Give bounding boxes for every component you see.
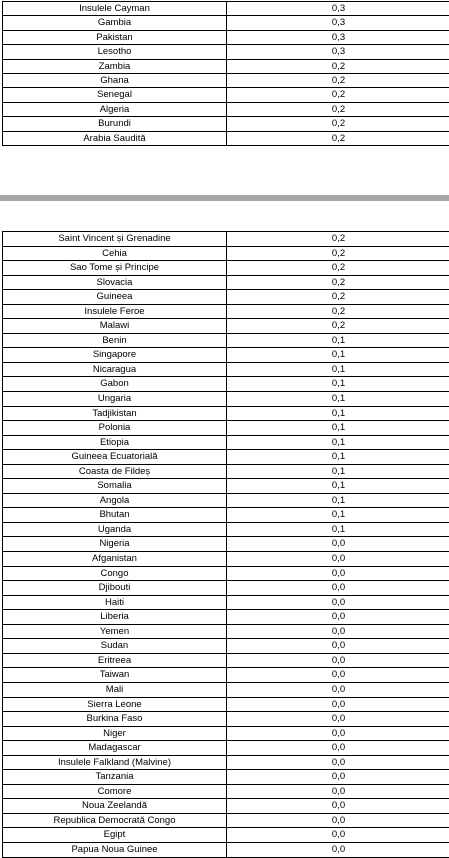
value-cell: 0,0 [227, 755, 449, 770]
country-cell: Singapore [3, 348, 227, 363]
value-cell: 0,1 [227, 406, 449, 421]
table-row [3, 770, 449, 785]
value-cell: 0,0 [227, 712, 449, 727]
value-cell: 0,3 [227, 45, 449, 59]
table-row [3, 421, 449, 436]
value-cell: 0,2 [227, 88, 449, 102]
table-row [3, 726, 449, 741]
table-row [3, 755, 449, 770]
table-row [3, 741, 449, 756]
table-row [3, 246, 449, 261]
value-cell: 0,0 [227, 799, 449, 814]
country-cell: Tadjikistan [3, 406, 227, 421]
country-cell: Senegal [3, 88, 227, 102]
top-table-body [3, 2, 449, 146]
table-row [3, 435, 449, 450]
country-cell: Gabon [3, 377, 227, 392]
table-row [3, 522, 449, 537]
value-cell: 0,0 [227, 537, 449, 552]
value-cell: 0,1 [227, 522, 449, 537]
table-row [3, 377, 449, 392]
bottom-table-body [3, 232, 449, 858]
table-row [3, 88, 449, 102]
country-cell: Ghana [3, 74, 227, 88]
value-cell: 0,2 [227, 246, 449, 261]
value-cell: 0,3 [227, 2, 449, 16]
country-cell: Benin [3, 333, 227, 348]
table-row [3, 102, 449, 116]
country-cell: Ungaria [3, 392, 227, 407]
table-row [3, 464, 449, 479]
country-cell: Malawi [3, 319, 227, 334]
table-row [3, 813, 449, 828]
country-cell: Gambia [3, 16, 227, 30]
country-cell: Angola [3, 493, 227, 508]
table-row [3, 304, 449, 319]
table-row [3, 595, 449, 610]
country-cell: Taiwan [3, 668, 227, 683]
value-cell: 0,0 [227, 697, 449, 712]
value-cell: 0,0 [227, 770, 449, 785]
country-cell: Guineea [3, 290, 227, 305]
value-cell: 0,2 [227, 304, 449, 319]
value-cell: 0,1 [227, 435, 449, 450]
country-cell: Republica Democrată Congo [3, 813, 227, 828]
country-cell: Liberia [3, 610, 227, 625]
country-cell: Comore [3, 784, 227, 799]
country-cell: Lesotho [3, 45, 227, 59]
country-cell: Sierra Leone [3, 697, 227, 712]
country-cell: Egipt [3, 828, 227, 843]
country-cell: Cehia [3, 246, 227, 261]
country-cell: Yemen [3, 624, 227, 639]
value-cell: 0,0 [227, 639, 449, 654]
table-row [3, 131, 449, 145]
value-cell: 0,1 [227, 377, 449, 392]
table-row [3, 392, 449, 407]
value-cell: 0,2 [227, 74, 449, 88]
table-row [3, 653, 449, 668]
country-cell: Burundi [3, 117, 227, 131]
table-row [3, 799, 449, 814]
country-cell: Slovacia [3, 275, 227, 290]
value-cell: 0,1 [227, 392, 449, 407]
value-cell: 0,2 [227, 117, 449, 131]
value-cell: 0,2 [227, 290, 449, 305]
country-cell: Burkina Faso [3, 712, 227, 727]
value-cell: 0,2 [227, 319, 449, 334]
section-divider [0, 195, 449, 201]
country-cell: Madagascar [3, 741, 227, 756]
country-cell: Insulele Feroe [3, 304, 227, 319]
value-cell: 0,0 [227, 741, 449, 756]
value-cell: 0,0 [227, 581, 449, 596]
value-cell: 0,2 [227, 275, 449, 290]
country-cell: Insulele Falkland (Malvine) [3, 755, 227, 770]
table-row [3, 712, 449, 727]
value-cell: 0,0 [227, 668, 449, 683]
value-cell: 0,0 [227, 552, 449, 567]
country-cell: Polonia [3, 421, 227, 436]
table-row [3, 406, 449, 421]
table-row [3, 828, 449, 843]
country-cell: Nigeria [3, 537, 227, 552]
country-cell: Mali [3, 682, 227, 697]
country-cell: Zambia [3, 59, 227, 73]
table-row [3, 290, 449, 305]
country-cell: Uganda [3, 522, 227, 537]
table-row [3, 450, 449, 465]
country-cell: Eritreea [3, 653, 227, 668]
table-row [3, 479, 449, 494]
value-cell: 0,1 [227, 362, 449, 377]
country-cell: Somalia [3, 479, 227, 494]
table-row [3, 2, 449, 16]
country-cell: Pakistan [3, 30, 227, 44]
country-cell: Bhutan [3, 508, 227, 523]
table-row [3, 668, 449, 683]
country-cell: Afganistan [3, 552, 227, 567]
table-row [3, 639, 449, 654]
table-row [3, 319, 449, 334]
table-row [3, 552, 449, 567]
value-cell: 0,2 [227, 102, 449, 116]
table-row [3, 566, 449, 581]
value-cell: 0,0 [227, 784, 449, 799]
table-row [3, 232, 449, 247]
value-cell: 0,1 [227, 479, 449, 494]
value-cell: 0,0 [227, 828, 449, 843]
table-row [3, 261, 449, 276]
country-cell: Arabia Saudită [3, 131, 227, 145]
value-cell: 0,2 [227, 131, 449, 145]
table-row [3, 117, 449, 131]
table-row [3, 362, 449, 377]
value-cell: 0,0 [227, 653, 449, 668]
country-cell: Sao Tome și Principe [3, 261, 227, 276]
value-cell: 0,1 [227, 421, 449, 436]
value-cell: 0,1 [227, 464, 449, 479]
table-row [3, 784, 449, 799]
table-row [3, 275, 449, 290]
value-cell: 0,0 [227, 610, 449, 625]
table-row [3, 493, 449, 508]
country-cell: Algeria [3, 102, 227, 116]
value-cell: 0,2 [227, 59, 449, 73]
value-cell: 0,1 [227, 493, 449, 508]
table-row [3, 74, 449, 88]
value-cell: 0,2 [227, 261, 449, 276]
value-cell: 0,1 [227, 450, 449, 465]
value-cell: 0,0 [227, 682, 449, 697]
table-row [3, 30, 449, 44]
bottom-table [2, 231, 449, 858]
table-row [3, 508, 449, 523]
country-cell: Papua Noua Guinee [3, 842, 227, 857]
table-row [3, 59, 449, 73]
table-row [3, 682, 449, 697]
value-cell: 0,0 [227, 813, 449, 828]
country-cell: Congo [3, 566, 227, 581]
country-cell: Coasta de Fildeș [3, 464, 227, 479]
value-cell: 0,2 [227, 232, 449, 247]
value-cell: 0,0 [227, 624, 449, 639]
value-cell: 0,0 [227, 566, 449, 581]
country-cell: Nicaragua [3, 362, 227, 377]
value-cell: 0,3 [227, 16, 449, 30]
table-row [3, 697, 449, 712]
country-cell: Haiti [3, 595, 227, 610]
country-cell: Noua Zeelandă [3, 799, 227, 814]
value-cell: 0,1 [227, 508, 449, 523]
country-cell: Djibouti [3, 581, 227, 596]
value-cell: 0,1 [227, 348, 449, 363]
top-table [2, 1, 449, 146]
country-cell: Insulele Cayman [3, 2, 227, 16]
country-cell: Guineea Ecuatorială [3, 450, 227, 465]
table-row [3, 537, 449, 552]
value-cell: 0,0 [227, 842, 449, 857]
country-cell: Sudan [3, 639, 227, 654]
table-row [3, 581, 449, 596]
country-cell: Etiopia [3, 435, 227, 450]
table-row [3, 16, 449, 30]
table-row [3, 610, 449, 625]
country-cell: Niger [3, 726, 227, 741]
value-cell: 0,0 [227, 595, 449, 610]
table-row [3, 842, 449, 857]
country-cell: Saint Vincent și Grenadine [3, 232, 227, 247]
table-row [3, 45, 449, 59]
value-cell: 0,3 [227, 30, 449, 44]
table-row [3, 624, 449, 639]
table-row [3, 333, 449, 348]
value-cell: 0,0 [227, 726, 449, 741]
country-cell: Tanzania [3, 770, 227, 785]
table-row [3, 348, 449, 363]
value-cell: 0,1 [227, 333, 449, 348]
